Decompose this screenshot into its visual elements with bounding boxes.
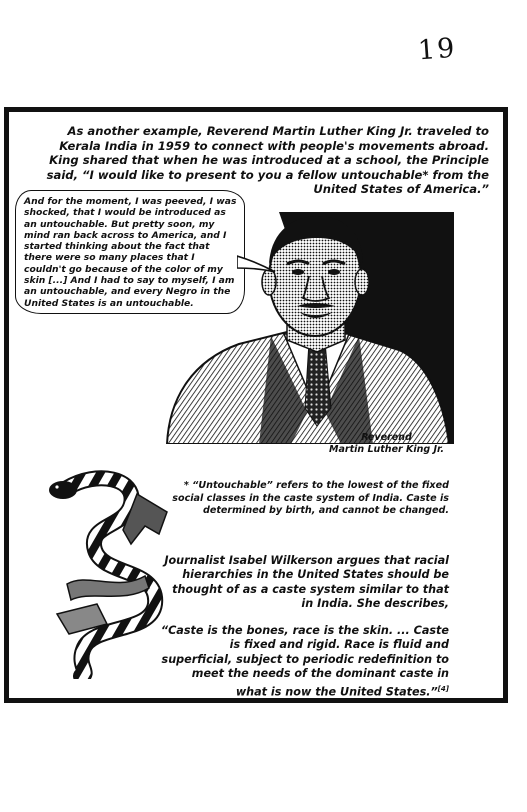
caption-line-1: Reverend <box>361 432 412 443</box>
quote-reference: [4] <box>437 684 449 693</box>
untouchable-footnote: * “Untouchable” refers to the lowest of the fixed social classes in the caste system of India. Caste is determined by birth, and cannot be changed. <box>172 480 449 517</box>
comic-panel <box>4 107 508 703</box>
speech-bubble: And for the moment, I was peeved, I was shocked, that I would be introduced as an untouchable. But pretty soon, my mind ran back across to America, and I started thinking about the fact that there were so many places that I couldn't go because of the color of my skin [...] And I had to say to myself, I am an untouchable, and every Negro in the United States is an untouchable. <box>15 190 245 314</box>
portrait-caption <box>309 432 464 456</box>
speech-bubble-tail <box>237 254 277 274</box>
intro-text: As another example, Reverend Martin Luther King Jr. traveled to Kerala India in 1959 to connect with people's movements abroad. King shared that when he was introduced at a school, the Principle said, “I would like to present to you a fellow untouchable* from the United States of America.” <box>46 124 489 197</box>
wilkerson-paragraph: Journalist Isabel Wilkerson argues that racial hierarchies in the United States should be thought of as a caste system similar to that in India. She describes, <box>164 554 449 611</box>
quote-text: “Caste is the bones, race is the skin. ... Caste is fixed and rigid. Race is fluid and superficial, subject to periodic redefinition to meet the needs of the dominant caste in what is now the United States.” <box>160 624 449 699</box>
page-number: 19 <box>416 32 458 67</box>
caption-line-2: Martin Luther King Jr. <box>329 444 444 455</box>
wilkerson-quote <box>159 624 449 700</box>
